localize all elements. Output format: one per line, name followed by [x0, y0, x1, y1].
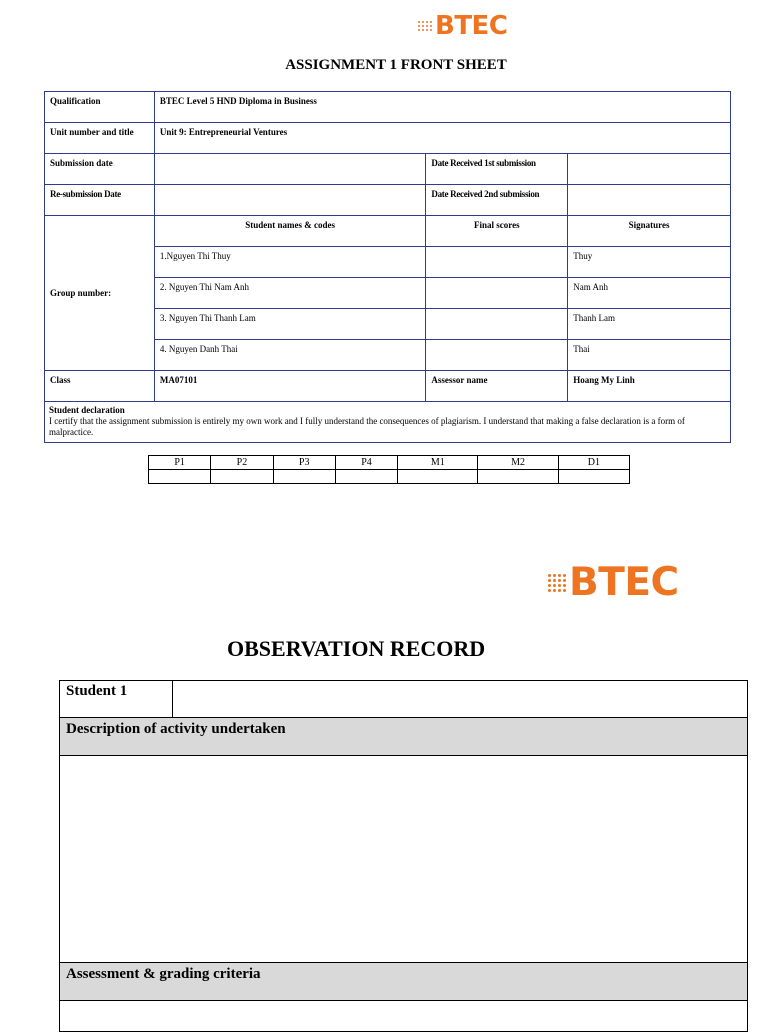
logo-text: BTEC: [569, 560, 679, 605]
resubmission-field[interactable]: [154, 185, 426, 216]
student-score[interactable]: [426, 340, 568, 371]
col-header-scores: Final scores: [426, 216, 568, 247]
grade-header-p4: P4: [335, 456, 397, 470]
student-label: Student 1: [60, 681, 173, 717]
assessor-value: Hoang My Linh: [568, 371, 731, 402]
unit-label: Unit number and title: [45, 123, 155, 154]
student-name: 1.Nguyen Thi Thuy: [154, 247, 426, 278]
logo-dots-icon: [548, 574, 566, 592]
logo-dots-icon: [418, 21, 432, 31]
qualification-label: Qualification: [45, 92, 155, 123]
grade-cell-p4[interactable]: [335, 470, 397, 484]
student-score[interactable]: [426, 247, 568, 278]
col-header-signatures: Signatures: [568, 216, 731, 247]
grade-header-p1: P1: [149, 456, 211, 470]
grade-cell-m2[interactable]: [478, 470, 558, 484]
student-declaration: [45, 402, 731, 443]
submission-date-field[interactable]: [154, 154, 426, 185]
front-sheet-title: ASSIGNMENT 1 FRONT SHEET: [285, 57, 507, 73]
date-received-2-label: Date Received 2nd submission: [426, 185, 568, 216]
student-score[interactable]: [426, 278, 568, 309]
grade-header-d1: D1: [558, 456, 629, 470]
grade-header-m1: M1: [398, 456, 478, 470]
qualification-value: BTEC Level 5 HND Diploma in Business: [154, 92, 730, 123]
student-value-field[interactable]: [173, 681, 747, 717]
unit-value: Unit 9: Entrepreneurial Ventures: [154, 123, 730, 154]
declaration-text: I certify that the assignment submission is entirely my own work and I fully understand the consequences of plagiarism. I understand that making a false declaration is a form of malpractice.: [49, 416, 685, 437]
observation-record-table: [59, 680, 748, 1032]
student-name: 3. Nguyen Thi Thanh Lam: [154, 309, 426, 340]
student-name: 4. Nguyen Danh Thai: [154, 340, 426, 371]
declaration-label: Student declaration: [49, 405, 125, 415]
btec-logo-top: [418, 11, 507, 41]
student-score[interactable]: [426, 309, 568, 340]
grade-header-m2: M2: [478, 456, 558, 470]
resubmission-label: Re-submission Date: [45, 185, 155, 216]
student-row: [60, 681, 747, 718]
student-name: 2. Nguyen Thi Nam Anh: [154, 278, 426, 309]
grade-cell-p2[interactable]: [211, 470, 273, 484]
grade-header-p3: P3: [273, 456, 335, 470]
grade-header-p2: P2: [211, 456, 273, 470]
group-number-label: Group number:: [45, 216, 155, 371]
student-signature: Thai: [568, 340, 731, 371]
student-signature: Thuy: [568, 247, 731, 278]
grade-cell-d1[interactable]: [558, 470, 629, 484]
assessor-label: Assessor name: [426, 371, 568, 402]
grade-cell-p3[interactable]: [273, 470, 335, 484]
description-header: Description of activity undertaken: [60, 718, 747, 756]
submission-date-label: Submission date: [45, 154, 155, 185]
date-received-2-field[interactable]: [568, 185, 731, 216]
date-received-1-label: Date Received 1st submission: [426, 154, 568, 185]
grade-cell-m1[interactable]: [398, 470, 478, 484]
class-value: MA07101: [154, 371, 426, 402]
observation-title: OBSERVATION RECORD: [227, 636, 486, 661]
front-sheet-table: [44, 91, 731, 443]
grading-criteria-table: [148, 455, 630, 484]
class-label: Class: [45, 371, 155, 402]
assessment-header: Assessment & grading criteria: [60, 963, 747, 1001]
btec-logo-bottom: [548, 560, 679, 605]
grade-cell-p1[interactable]: [149, 470, 211, 484]
description-field[interactable]: [60, 756, 747, 963]
date-received-1-field[interactable]: [568, 154, 731, 185]
student-signature: Nam Anh: [568, 278, 731, 309]
assessment-field[interactable]: [60, 1001, 747, 1031]
student-signature: Thanh Lam: [568, 309, 731, 340]
logo-text: BTEC: [435, 11, 508, 41]
col-header-names: Student names & codes: [154, 216, 426, 247]
